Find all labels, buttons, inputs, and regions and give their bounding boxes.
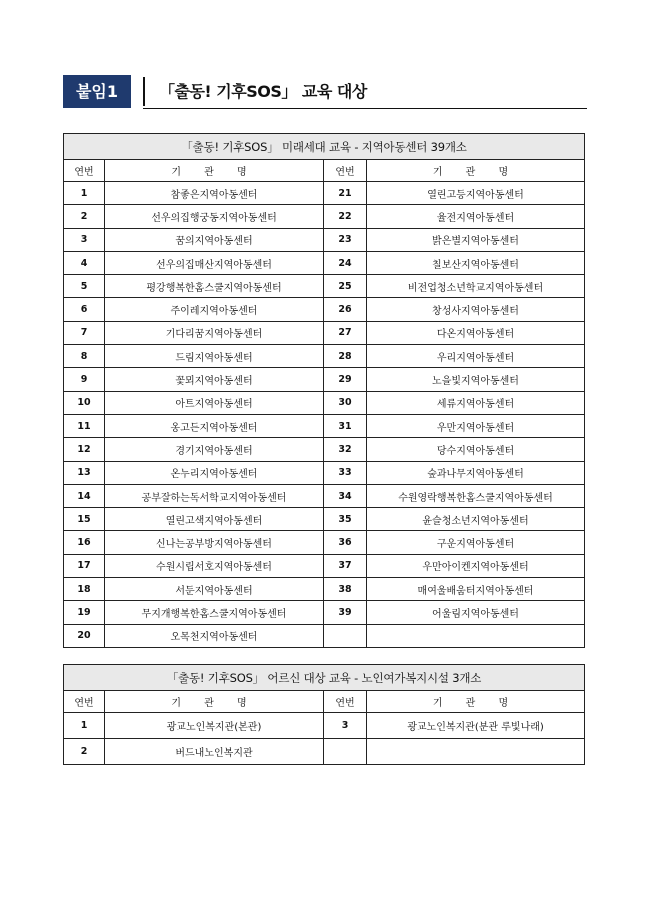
- institution-name: 광교노인복지관(본관): [105, 713, 324, 739]
- institution-name: 아트지역아동센터: [105, 391, 324, 414]
- table-row: [64, 554, 585, 577]
- institution-name: 주이레지역아동센터: [105, 298, 324, 321]
- table-body: [64, 713, 585, 765]
- column-header-number: 연번: [324, 691, 367, 713]
- table-row: [64, 298, 585, 321]
- row-number: 20: [64, 624, 105, 647]
- row-number: 4: [64, 251, 105, 274]
- institution-name: 버드내노인복지관: [105, 739, 324, 765]
- row-number: 1: [64, 713, 105, 739]
- row-number: 27: [324, 321, 367, 344]
- column-header-name: 기 관 명: [367, 160, 585, 182]
- table-row: [64, 391, 585, 414]
- institution-name: 칠보산지역아동센터: [367, 251, 585, 274]
- row-number: 38: [324, 578, 367, 601]
- table-row: [64, 601, 585, 624]
- institution-name: 수원영락행복한홈스쿨지역아동센터: [367, 484, 585, 507]
- row-number: 36: [324, 531, 367, 554]
- section-header: [63, 75, 587, 111]
- institution-name: 서둔지역아동센터: [105, 578, 324, 601]
- table-row: [64, 251, 585, 274]
- institution-name: 창성사지역아동센터: [367, 298, 585, 321]
- row-number: 39: [324, 601, 367, 624]
- column-header-name: 기 관 명: [105, 160, 324, 182]
- table-row: [64, 275, 585, 298]
- row-number: 16: [64, 531, 105, 554]
- header-underline: [143, 108, 587, 109]
- institution-name: 우만지역아동센터: [367, 414, 585, 437]
- institution-name: 오목천지역아동센터: [105, 624, 324, 647]
- row-number: 7: [64, 321, 105, 344]
- institution-name: 무지개행복한홈스쿨지역아동센터: [105, 601, 324, 624]
- row-number: 17: [64, 554, 105, 577]
- row-number: 11: [64, 414, 105, 437]
- row-number: 30: [324, 391, 367, 414]
- institution-name: 기다리꿈지역아동센터: [105, 321, 324, 344]
- header-divider: [143, 77, 145, 106]
- institution-name: 꿈의지역아동센터: [105, 228, 324, 251]
- row-number: 18: [64, 578, 105, 601]
- row-number: 8: [64, 345, 105, 368]
- institution-name: 옹고든지역아동센터: [105, 414, 324, 437]
- row-number: 32: [324, 438, 367, 461]
- table-body: [64, 182, 585, 648]
- column-header-name: 기 관 명: [105, 691, 324, 713]
- table-row: [64, 182, 585, 205]
- table-title: 「출동! 기후SOS」 어르신 대상 교육 - 노인여가복지시설 3개소: [64, 665, 585, 691]
- column-header-number: 연번: [324, 160, 367, 182]
- table-row: [64, 713, 585, 739]
- institution-name: 밝은별지역아동센터: [367, 228, 585, 251]
- institution-name: 매여울배움터지역아동센터: [367, 578, 585, 601]
- institution-name: 선우의집매산지역아동센터: [105, 251, 324, 274]
- table-row: [64, 414, 585, 437]
- institution-name: 수원시립서호지역아동센터: [105, 554, 324, 577]
- row-number: 37: [324, 554, 367, 577]
- table-header-row: [64, 160, 585, 182]
- row-number: 10: [64, 391, 105, 414]
- institution-name: 세류지역아동센터: [367, 391, 585, 414]
- table-row: [64, 321, 585, 344]
- table-row: [64, 438, 585, 461]
- institution-name: 당수지역아동센터: [367, 438, 585, 461]
- institution-name: 경기지역아동센터: [105, 438, 324, 461]
- row-number: 29: [324, 368, 367, 391]
- table-row: [64, 368, 585, 391]
- institution-name: 참좋은지역아동센터: [105, 182, 324, 205]
- row-number: 14: [64, 484, 105, 507]
- row-number: 26: [324, 298, 367, 321]
- table-row: [64, 739, 585, 765]
- institution-name: 꽃뫼지역아동센터: [105, 368, 324, 391]
- institution-name: 신나는공부방지역아동센터: [105, 531, 324, 554]
- table-row: [64, 624, 585, 647]
- table-row: [64, 484, 585, 507]
- institution-name: 우만아이켄지역아동센터: [367, 554, 585, 577]
- row-number: 2: [64, 739, 105, 765]
- row-number: 3: [324, 713, 367, 739]
- table-row: [64, 578, 585, 601]
- institution-name: 구운지역아동센터: [367, 531, 585, 554]
- row-number: 21: [324, 182, 367, 205]
- institution-name: 공부잘하는독서학교지역아동센터: [105, 484, 324, 507]
- senior-center-table: [63, 664, 585, 765]
- row-number: 24: [324, 251, 367, 274]
- row-number: 13: [64, 461, 105, 484]
- row-number: 35: [324, 508, 367, 531]
- institution-name: 열린고등지역아동센터: [367, 182, 585, 205]
- column-header-number: 연번: [64, 691, 105, 713]
- table-row: [64, 461, 585, 484]
- youth-center-table: [63, 133, 585, 648]
- column-header-number: 연번: [64, 160, 105, 182]
- row-number: 28: [324, 345, 367, 368]
- row-number: 34: [324, 484, 367, 507]
- table-row: [64, 531, 585, 554]
- institution-name: 노을빛지역아동센터: [367, 368, 585, 391]
- institution-name: 윤슬청소년지역아동센터: [367, 508, 585, 531]
- table-title: 「출동! 기후SOS」 미래세대 교육 - 지역아동센터 39개소: [64, 134, 585, 160]
- institution-name: 광교노인복지관(분관 루빛나래): [367, 713, 585, 739]
- row-number: 5: [64, 275, 105, 298]
- row-number: 15: [64, 508, 105, 531]
- table-row: [64, 205, 585, 228]
- page-title: 「출동! 기후SOS」 교육 대상: [159, 82, 367, 101]
- institution-name: 비전업청소년학교지역아동센터: [367, 275, 585, 298]
- row-number: [324, 624, 367, 647]
- institution-name: 열린고색지역아동센터: [105, 508, 324, 531]
- row-number: 1: [64, 182, 105, 205]
- institution-name: 온누리지역아동센터: [105, 461, 324, 484]
- row-number: 3: [64, 228, 105, 251]
- table-header-row: [64, 691, 585, 713]
- institution-name: 어울림지역아동센터: [367, 601, 585, 624]
- row-number: 23: [324, 228, 367, 251]
- table-row: [64, 228, 585, 251]
- row-number: [324, 739, 367, 765]
- institution-name: [367, 624, 585, 647]
- attachment-badge: 붙임1: [63, 75, 131, 108]
- institution-name: 다온지역아동센터: [367, 321, 585, 344]
- row-number: 33: [324, 461, 367, 484]
- row-number: 2: [64, 205, 105, 228]
- institution-name: 평강행복한홈스쿨지역아동센터: [105, 275, 324, 298]
- institution-name: 드림지역아동센터: [105, 345, 324, 368]
- row-number: 12: [64, 438, 105, 461]
- row-number: 6: [64, 298, 105, 321]
- institution-name: 율전지역아동센터: [367, 205, 585, 228]
- institution-name: 우리지역아동센터: [367, 345, 585, 368]
- table-row: [64, 345, 585, 368]
- row-number: 19: [64, 601, 105, 624]
- row-number: 9: [64, 368, 105, 391]
- row-number: 22: [324, 205, 367, 228]
- row-number: 25: [324, 275, 367, 298]
- institution-name: [367, 739, 585, 765]
- row-number: 31: [324, 414, 367, 437]
- institution-name: 숲과나무지역아동센터: [367, 461, 585, 484]
- table-row: [64, 508, 585, 531]
- institution-name: 선우의집행궁동지역아동센터: [105, 205, 324, 228]
- column-header-name: 기 관 명: [367, 691, 585, 713]
